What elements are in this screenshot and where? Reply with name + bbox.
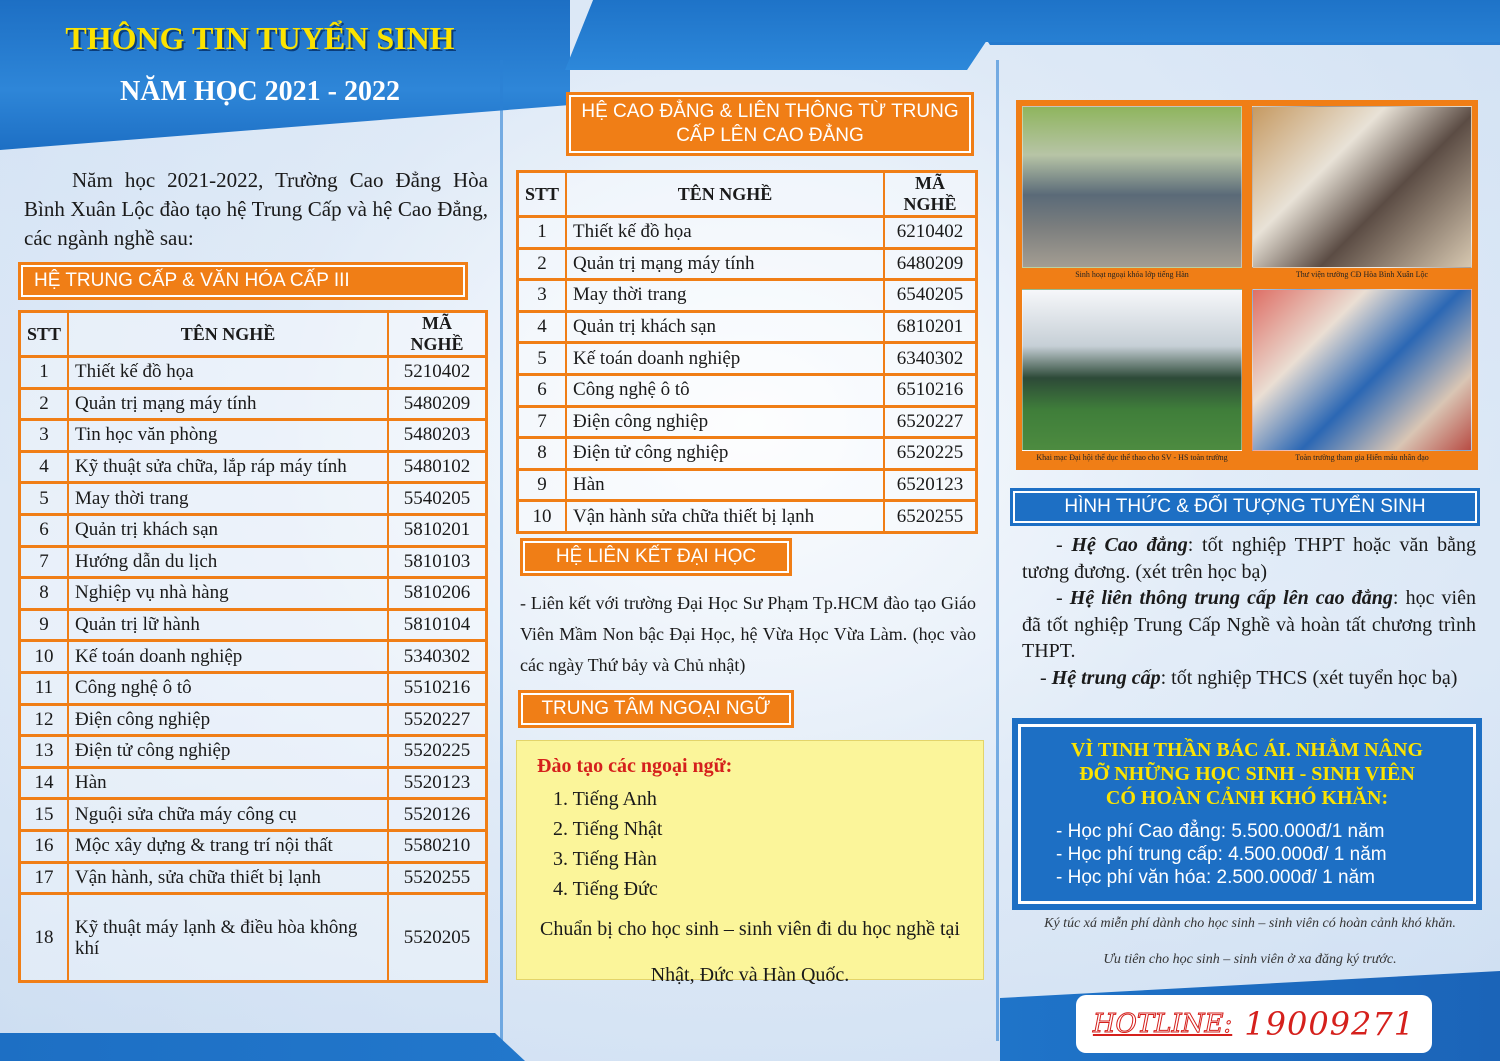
lien-ket-heading: HỆ LIÊN KẾT ĐẠI HỌC (520, 538, 792, 576)
hotline-number[interactable]: 19009271 (1244, 1005, 1416, 1043)
photo-library (1252, 106, 1472, 281)
hotline-label-text: HOTLINE: (1092, 1009, 1233, 1039)
row-stt: 3 (20, 420, 69, 452)
row-code: 5810201 (388, 514, 486, 546)
cao-dang-heading: HỆ CAO ĐẲNG & LIÊN THÔNG TỪ TRUNG CẤP LÊN CAO ĐẲNG (566, 92, 974, 156)
table-row (20, 388, 487, 420)
hinh-thuc-item: - Hệ Cao đẳng: tốt nghiệp THPT hoặc văn bằng tương đương. (xét trên học bạ) (1022, 534, 1476, 583)
table-row (518, 280, 977, 312)
row-stt: 3 (518, 280, 567, 312)
table-row (518, 438, 977, 470)
row-stt: 18 (20, 894, 69, 982)
hoc-phi-heading (1012, 738, 1482, 810)
panel-divider-right (996, 60, 999, 1041)
row-stt: 10 (518, 501, 567, 533)
hinh-thuc-desc: : tốt nghiệp THCS (xét tuyển học bạ) (1160, 666, 1458, 689)
row-name: Thiết kế đồ họa (566, 217, 884, 249)
table-row (20, 641, 487, 673)
table-row (20, 894, 487, 982)
trung-cap-heading: HỆ TRUNG CẤP & VĂN HÓA CẤP III (18, 262, 468, 300)
row-stt: 16 (20, 830, 69, 862)
row-code: 6520225 (884, 438, 976, 470)
col-stt: STT (518, 172, 567, 217)
row-name: Kế toán doanh nghiệp (68, 641, 388, 673)
row-name: Công nghệ ô tô (68, 672, 388, 704)
photo-sports-day (1022, 289, 1242, 464)
hotline-label (1093, 1009, 1232, 1039)
page-title: THÔNG TIN TUYỂN SINH (65, 20, 455, 56)
table-row (20, 799, 487, 831)
row-name: Hướng dẫn du lịch (68, 546, 388, 578)
row-name: Quản trị mạng máy tính (68, 388, 388, 420)
row-code: 6480209 (884, 248, 976, 280)
row-stt: 14 (20, 767, 69, 799)
row-stt: 17 (20, 862, 69, 894)
row-stt: 6 (518, 374, 567, 406)
row-stt: 6 (20, 514, 69, 546)
row-code: 5520123 (388, 767, 486, 799)
hotline-box[interactable] (1076, 995, 1432, 1053)
row-stt: 2 (518, 248, 567, 280)
row-name: Tin học văn phòng (68, 420, 388, 452)
col-code: MÃ NGHỀ (388, 312, 486, 357)
row-stt: 4 (518, 311, 567, 343)
row-stt: 9 (518, 469, 567, 501)
hinh-thuc-text (1022, 532, 1476, 691)
row-code: 5480102 (388, 451, 486, 483)
table-row (20, 736, 487, 768)
ngoai-ngu-box (516, 740, 984, 986)
row-name: Vận hành sửa chữa thiết bị lạnh (566, 501, 884, 533)
ngoai-ngu-note: Chuẩn bị cho học sinh – sinh viên đi du học nghề tại Nhật, Đức và Hàn Quốc. (540, 918, 960, 986)
row-stt: 13 (20, 736, 69, 768)
table-row (20, 420, 487, 452)
row-code: 5520205 (388, 894, 486, 982)
col-name: TÊN NGHỀ (566, 172, 884, 217)
col-code: MÃ NGHỀ (884, 172, 976, 217)
ngoai-ngu-heading: TRUNG TÂM NGOẠI NGỮ (518, 690, 794, 728)
table-row (20, 672, 487, 704)
table-row (20, 578, 487, 610)
row-name: Kỹ thuật máy lạnh & điều hòa không khí (68, 894, 388, 982)
row-name: May thời trang (566, 280, 884, 312)
row-code: 6540205 (884, 280, 976, 312)
row-stt: 10 (20, 641, 69, 673)
table-header-row (518, 172, 977, 217)
photo-image (1252, 289, 1472, 451)
table-row (20, 451, 487, 483)
panel-divider-left (500, 60, 503, 1041)
row-stt: 8 (518, 438, 567, 470)
row-name: Hàn (566, 469, 884, 501)
row-name: Thiết kế đồ họa (68, 357, 388, 389)
row-name: Quản trị mạng máy tính (566, 248, 884, 280)
row-code: 5520126 (388, 799, 486, 831)
hoc-phi-item: - Học phí Cao đẳng: 5.500.000đ/1 năm (1056, 821, 1385, 842)
language-item: 1. Tiếng Anh (553, 788, 657, 810)
row-code: 5520255 (388, 862, 486, 894)
hoc-phi-item: - Học phí trung cấp: 4.500.000đ/ 1 năm (1056, 844, 1387, 865)
row-code: 6520123 (884, 469, 976, 501)
row-stt: 11 (20, 672, 69, 704)
hoc-phi-box (1012, 718, 1482, 910)
table-row (518, 501, 977, 533)
row-code: 5210402 (388, 357, 486, 389)
row-stt: 2 (20, 388, 69, 420)
cao-dang-table (516, 170, 978, 534)
row-code: 5810104 (388, 609, 486, 641)
row-stt: 5 (518, 343, 567, 375)
row-name: Điện công nghiệp (566, 406, 884, 438)
row-code: 6520227 (884, 406, 976, 438)
row-code: 6810201 (884, 311, 976, 343)
row-name: Quản trị khách sạn (566, 311, 884, 343)
row-code: 6520255 (884, 501, 976, 533)
row-code: 5810103 (388, 546, 486, 578)
hinh-thuc-item: - Hệ liên thông trung cấp lên cao đẳng: học viên đã tốt nghiệp Trung Cấp Nghề và hoàn tất chương trình THPT. (1022, 587, 1476, 662)
col-name: TÊN NGHỀ (68, 312, 388, 357)
hoc-phi-list (1012, 820, 1482, 889)
row-code: 5540205 (388, 483, 486, 515)
table-row (518, 311, 977, 343)
row-code: 6210402 (884, 217, 976, 249)
language-item: 3. Tiếng Hàn (553, 848, 657, 870)
language-item: 4. Tiếng Đức (553, 878, 658, 900)
row-name: Quản trị khách sạn (68, 514, 388, 546)
col-stt: STT (20, 312, 69, 357)
trung-cap-table (18, 310, 488, 983)
intro-text: Năm học 2021-2022, Trường Cao Đẳng Hòa Bình Xuân Lộc đào tạo hệ Trung Cấp và hệ Cao Đẳng, các ngành nghề sau: (24, 168, 488, 250)
hinh-thuc-item: - Hệ trung cấp: tốt nghiệp THCS (xét tuyển học bạ) (1040, 666, 1458, 689)
table-header-row (20, 312, 487, 357)
row-code: 5510216 (388, 672, 486, 704)
photo-image (1252, 106, 1472, 268)
row-name: Điện công nghiệp (68, 704, 388, 736)
row-stt: 5 (20, 483, 69, 515)
table-row (518, 374, 977, 406)
row-code: 5340302 (388, 641, 486, 673)
row-stt: 9 (20, 609, 69, 641)
row-stt: 7 (20, 546, 69, 578)
row-code: 5810206 (388, 578, 486, 610)
row-stt: 1 (518, 217, 567, 249)
row-name: May thời trang (68, 483, 388, 515)
language-item: 2. Tiếng Nhật (553, 818, 663, 840)
table-row (20, 862, 487, 894)
photo-image (1022, 106, 1242, 268)
photo-blood-donation (1252, 289, 1472, 464)
table-row (20, 514, 487, 546)
row-stt: 7 (518, 406, 567, 438)
table-row (518, 248, 977, 280)
photo-caption: Toàn trường tham gia Hiến máu nhân đạo (1295, 453, 1429, 462)
row-code: 6510216 (884, 374, 976, 406)
dorm-note: Ký túc xá miễn phí dành cho học sinh – sinh viên có hoàn cảnh khó khăn. (1044, 916, 1456, 931)
row-name: Mộc xây dựng & trang trí nội thất (68, 830, 388, 862)
priority-note: Ưu tiên cho học sinh – sinh viên ở xa đăng ký trước. (1103, 952, 1397, 967)
row-stt: 4 (20, 451, 69, 483)
table-row (20, 546, 487, 578)
table-row (20, 830, 487, 862)
row-stt: 15 (20, 799, 69, 831)
row-name: Nguội sửa chữa máy công cụ (68, 799, 388, 831)
table-row (518, 469, 977, 501)
table-row (518, 217, 977, 249)
hinh-thuc-desc: : học viên đã tốt nghiệp Trung Cấp Nghề và hoàn tất chương trình THPT. (1022, 587, 1476, 662)
table-row (20, 357, 487, 389)
row-name: Kế toán doanh nghiệp (566, 343, 884, 375)
hinh-thuc-desc: : tốt nghiệp THPT hoặc văn bằng tương đương. (xét trên học bạ) (1022, 534, 1476, 583)
photo-grid (1016, 100, 1478, 470)
photo-image (1022, 289, 1242, 451)
hinh-thuc-label: Hệ liên thông trung cấp lên cao đẳng (1069, 587, 1393, 609)
row-name: Điện tử công nghiệp (566, 438, 884, 470)
table-row (518, 343, 977, 375)
row-name: Kỹ thuật sửa chữa, lắp ráp máy tính (68, 451, 388, 483)
row-code: 5520225 (388, 736, 486, 768)
hoc-phi-heading-line: VÌ TINH THẦN BÁC ÁI. NHẰM NÂNG (1070, 739, 1424, 761)
hoc-phi-heading-line: CÓ HOÀN CẢNH KHÓ KHĂN: (1105, 787, 1389, 809)
table-row (518, 406, 977, 438)
row-code: 6340302 (884, 343, 976, 375)
hinh-thuc-label: Hệ trung cấp (1051, 666, 1161, 689)
row-code: 5580210 (388, 830, 486, 862)
table-row (20, 609, 487, 641)
photo-caption: Thư viện trường CĐ Hòa Bình Xuân Lộc (1295, 270, 1429, 279)
photo-caption: Khai mạc Đại hội thể dục thể thao cho SV - HS toàn trường (1036, 453, 1228, 462)
table-row (20, 767, 487, 799)
page-subtitle: NĂM HỌC 2021 - 2022 (120, 76, 400, 107)
row-code: 5520227 (388, 704, 486, 736)
row-name: Hàn (68, 767, 388, 799)
row-stt: 1 (20, 357, 69, 389)
row-name: Điện tử công nghiệp (68, 736, 388, 768)
hoc-phi-item: - Học phí văn hóa: 2.500.000đ/ 1 năm (1056, 867, 1375, 888)
hinh-thuc-label: Hệ Cao đẳng (1071, 534, 1188, 556)
photo-korean-class (1022, 106, 1242, 281)
row-code: 5480209 (388, 388, 486, 420)
table-row (20, 704, 487, 736)
table-row (20, 483, 487, 515)
row-stt: 8 (20, 578, 69, 610)
row-name: Công nghệ ô tô (566, 374, 884, 406)
row-name: Vận hành, sửa chữa thiết bị lạnh (68, 862, 388, 894)
row-name: Nghiệp vụ nhà hàng (68, 578, 388, 610)
photo-caption: Sinh hoạt ngoại khóa lớp tiếng Hàn (1075, 270, 1189, 279)
lien-ket-text: - Liên kết với trường Đại Học Sư Phạm Tp.HCM đào tạo Giáo Viên Mầm Non bậc Đại Học, hệ Vừa Học Vừa Làm. (học vào các ngày Thứ bảy và Chủ nhật) (520, 593, 976, 675)
hinh-thuc-heading: HÌNH THỨC & ĐỐI TƯỢNG TUYỂN SINH (1010, 488, 1480, 526)
row-stt: 12 (20, 704, 69, 736)
row-code: 5480203 (388, 420, 486, 452)
hoc-phi-heading-line: ĐỠ NHỮNG HỌC SINH - SINH VIÊN (1079, 763, 1415, 785)
ngoai-ngu-title: Đào tạo các ngoại ngữ: (537, 755, 733, 777)
row-name: Quản trị lữ hành (68, 609, 388, 641)
